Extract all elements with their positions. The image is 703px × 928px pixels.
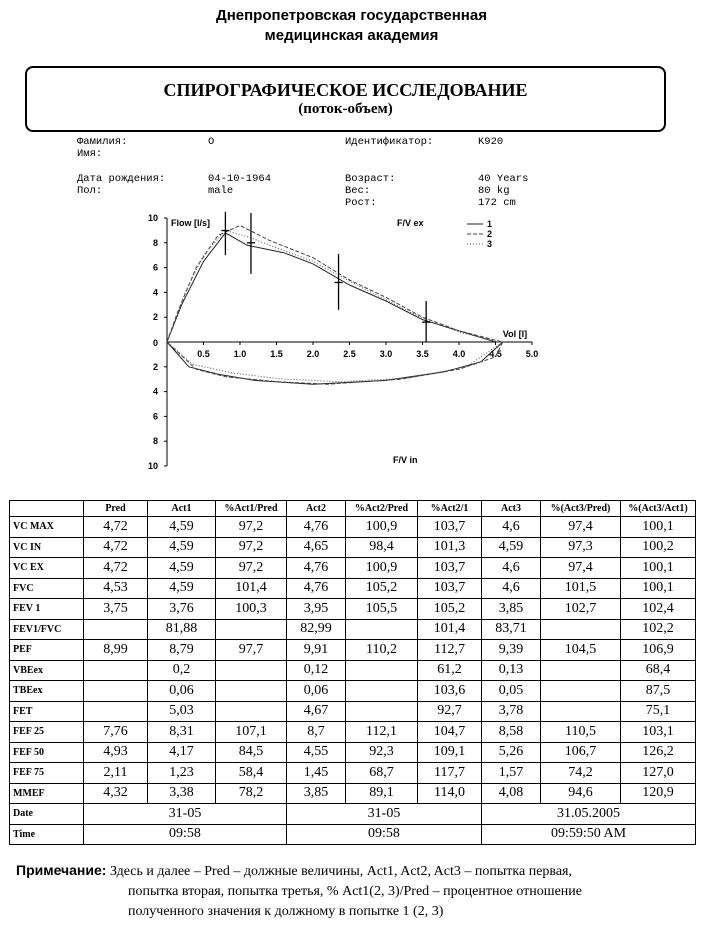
y-tick-label: 2 bbox=[152, 361, 158, 372]
table-cell: 92,7 bbox=[418, 701, 482, 722]
column-header: Pred bbox=[84, 501, 148, 517]
table-cell: 109,1 bbox=[418, 742, 482, 763]
table-cell: 7,76 bbox=[84, 722, 148, 743]
table-row bbox=[10, 537, 696, 558]
table-cell bbox=[346, 619, 418, 640]
table-cell bbox=[216, 681, 287, 702]
table-cell: 105,5 bbox=[346, 599, 418, 620]
table-row bbox=[10, 619, 696, 640]
table-cell: 97,2 bbox=[216, 517, 287, 538]
table-cell: 4,67 bbox=[287, 701, 346, 722]
row-label: FEV1/FVC bbox=[10, 619, 84, 640]
table-cell: 8,99 bbox=[84, 640, 148, 661]
y-tick-label: 8 bbox=[152, 237, 158, 248]
y-tick-label: 10 bbox=[147, 213, 158, 223]
table-cell: 4,59 bbox=[148, 558, 216, 579]
table-cell: 3,95 bbox=[287, 599, 346, 620]
table-cell: 103,6 bbox=[418, 681, 482, 702]
table-cell: 4,32 bbox=[84, 783, 148, 804]
table-cell bbox=[84, 619, 148, 640]
flow-volume-chart bbox=[140, 210, 550, 475]
table-cell: 74,2 bbox=[541, 763, 621, 784]
table-cell: 100,1 bbox=[621, 558, 696, 579]
column-header: Act3 bbox=[482, 501, 541, 517]
table-cell bbox=[541, 660, 621, 681]
surname-label: Фамилия: bbox=[77, 136, 128, 148]
note-line-1: Здесь и далее – Pred – должные величины, Act1, Act2, Act3 – попытка первая, bbox=[109, 864, 572, 879]
row-label: VC IN bbox=[10, 537, 84, 558]
footnote bbox=[16, 860, 696, 922]
table-row bbox=[10, 701, 696, 722]
x-tick-label: 0.5 bbox=[197, 349, 210, 359]
table-cell: 8,31 bbox=[148, 722, 216, 743]
table-cell: 8,7 bbox=[287, 722, 346, 743]
table-cell: 3,78 bbox=[482, 701, 541, 722]
table-row-time bbox=[10, 824, 696, 845]
table-cell: 68,4 bbox=[621, 660, 696, 681]
table-cell: 106,7 bbox=[541, 742, 621, 763]
legend-label-3: 3 bbox=[487, 239, 493, 249]
table-cell: 4,08 bbox=[482, 783, 541, 804]
time-act1: 09:58 bbox=[84, 824, 287, 845]
table-cell: 4,72 bbox=[84, 558, 148, 579]
y-tick-label: 4 bbox=[152, 386, 158, 397]
note-line-2: попытка вторая, попытка третья, % Act1(2, 3)/Pred – процентное отношение bbox=[128, 884, 582, 899]
column-header: %(Act3/Act1) bbox=[621, 501, 696, 517]
age-value: 40 Years bbox=[478, 173, 529, 185]
table-cell: 4,93 bbox=[84, 742, 148, 763]
table-cell: 97,4 bbox=[541, 517, 621, 538]
y-tick-label: 10 bbox=[147, 461, 158, 471]
sex-label: Пол: bbox=[77, 185, 103, 197]
table-cell: 9,39 bbox=[482, 640, 541, 661]
table-cell: 92,3 bbox=[346, 742, 418, 763]
height-label: Рост: bbox=[345, 197, 377, 209]
table-row bbox=[10, 783, 696, 804]
column-header: %Act1/Pred bbox=[216, 501, 287, 517]
table-cell: 4,72 bbox=[84, 537, 148, 558]
table-cell: 100,3 bbox=[216, 599, 287, 620]
x-tick-label: 3.0 bbox=[379, 349, 393, 359]
dob-label: Дата рождения: bbox=[77, 173, 166, 185]
table-cell bbox=[216, 701, 287, 722]
table-cell: 94,6 bbox=[541, 783, 621, 804]
report-title-box bbox=[25, 66, 666, 132]
table-cell: 4,59 bbox=[148, 537, 216, 558]
table-row bbox=[10, 660, 696, 681]
table-cell: 112,7 bbox=[418, 640, 482, 661]
row-label: FEV 1 bbox=[10, 599, 84, 620]
y-tick-label: 2 bbox=[152, 312, 158, 323]
table-cell: 2,11 bbox=[84, 763, 148, 784]
series-1-loop bbox=[167, 233, 503, 384]
table-cell: 4,55 bbox=[287, 742, 346, 763]
y-axis-label: Flow [l/s] bbox=[171, 218, 210, 228]
table-cell: 4,72 bbox=[84, 517, 148, 538]
series-2-loop bbox=[167, 225, 503, 384]
row-label: VC EX bbox=[10, 558, 84, 579]
table-row bbox=[10, 558, 696, 579]
table-cell: 100,1 bbox=[621, 578, 696, 599]
row-label: TBEex bbox=[10, 681, 84, 702]
table-cell: 117,7 bbox=[418, 763, 482, 784]
x-tick-label: 1.5 bbox=[270, 349, 283, 359]
time-act2: 09:58 bbox=[287, 824, 482, 845]
table-cell: 101,5 bbox=[541, 578, 621, 599]
y-tick-label: 4 bbox=[152, 287, 158, 298]
x-tick-label: 5.0 bbox=[525, 349, 539, 359]
table-cell: 89,1 bbox=[346, 783, 418, 804]
table-cell: 4,17 bbox=[148, 742, 216, 763]
table-cell: 4,59 bbox=[148, 578, 216, 599]
table-row bbox=[10, 578, 696, 599]
table-cell: 3,75 bbox=[84, 599, 148, 620]
table-cell: 0,13 bbox=[482, 660, 541, 681]
table-cell: 102,7 bbox=[541, 599, 621, 620]
row-label: FET bbox=[10, 701, 84, 722]
table-cell: 4,6 bbox=[482, 517, 541, 538]
column-header bbox=[10, 501, 84, 517]
table-cell: 75,1 bbox=[621, 701, 696, 722]
table-cell bbox=[346, 701, 418, 722]
table-cell bbox=[84, 701, 148, 722]
table-cell: 4,53 bbox=[84, 578, 148, 599]
table-cell bbox=[84, 660, 148, 681]
institution-line-1: Днепропетровская государственная bbox=[216, 7, 487, 24]
table-cell: 82,99 bbox=[287, 619, 346, 640]
series-3-loop bbox=[167, 230, 503, 381]
table-cell: 78,2 bbox=[216, 783, 287, 804]
date-act1: 31-05 bbox=[84, 804, 287, 825]
table-cell bbox=[541, 701, 621, 722]
time-act3: 09:59:50 AM bbox=[482, 824, 696, 845]
table-row bbox=[10, 722, 696, 743]
surname-value: O bbox=[208, 136, 215, 148]
row-label: PEF bbox=[10, 640, 84, 661]
table-cell: 102,4 bbox=[621, 599, 696, 620]
inspiratory-label: F/V in bbox=[393, 455, 418, 465]
row-label: FEF 50 bbox=[10, 742, 84, 763]
table-cell: 1,57 bbox=[482, 763, 541, 784]
table-cell: 3,76 bbox=[148, 599, 216, 620]
table-cell: 84,5 bbox=[216, 742, 287, 763]
report-title: СПИРОГРАФИЧЕСКОЕ ИССЛЕДОВАНИЕ bbox=[163, 80, 528, 100]
table-cell: 112,1 bbox=[346, 722, 418, 743]
row-label: FEF 75 bbox=[10, 763, 84, 784]
table-cell: 1,23 bbox=[148, 763, 216, 784]
table-row bbox=[10, 640, 696, 661]
table-cell: 4,6 bbox=[482, 558, 541, 579]
legend-label-1: 1 bbox=[487, 219, 493, 229]
row-label: VBEex bbox=[10, 660, 84, 681]
table-cell: 103,7 bbox=[418, 517, 482, 538]
x-tick-label: 4.5 bbox=[489, 349, 502, 359]
table-row bbox=[10, 763, 696, 784]
date-act2: 31-05 bbox=[287, 804, 482, 825]
table-cell: 102,2 bbox=[621, 619, 696, 640]
age-label: Возраст: bbox=[345, 173, 396, 185]
row-label: VC MAX bbox=[10, 517, 84, 538]
institution-line-2: медицинская академия bbox=[264, 27, 439, 44]
table-cell: 0,12 bbox=[287, 660, 346, 681]
y-tick-label: 6 bbox=[152, 411, 158, 422]
table-cell: 126,2 bbox=[621, 742, 696, 763]
table-cell: 97,4 bbox=[541, 558, 621, 579]
column-header: Act1 bbox=[148, 501, 216, 517]
table-cell: 105,2 bbox=[418, 599, 482, 620]
name-label: Имя: bbox=[77, 148, 103, 160]
table-cell: 0,06 bbox=[287, 681, 346, 702]
table-cell: 4,76 bbox=[287, 558, 346, 579]
table-cell: 104,5 bbox=[541, 640, 621, 661]
note-label: Примечание: bbox=[16, 862, 107, 878]
table-cell: 4,59 bbox=[148, 517, 216, 538]
height-value: 172 cm bbox=[478, 197, 516, 209]
column-header: %Act2/1 bbox=[418, 501, 482, 517]
table-cell: 5,03 bbox=[148, 701, 216, 722]
y-tick-label: 6 bbox=[152, 262, 158, 273]
table-cell: 3,85 bbox=[482, 599, 541, 620]
time-label: Time bbox=[10, 824, 84, 845]
origin-label: 0 bbox=[152, 338, 158, 348]
table-row bbox=[10, 517, 696, 538]
table-cell: 0,05 bbox=[482, 681, 541, 702]
expiratory-label: F/V ex bbox=[397, 218, 424, 228]
row-label: MMEF bbox=[10, 783, 84, 804]
table-cell: 61,2 bbox=[418, 660, 482, 681]
x-tick-label: 3.5 bbox=[416, 349, 429, 359]
table-cell bbox=[216, 660, 287, 681]
table-cell bbox=[346, 681, 418, 702]
table-cell: 87,5 bbox=[621, 681, 696, 702]
table-cell: 100,9 bbox=[346, 517, 418, 538]
table-row bbox=[10, 681, 696, 702]
table-row bbox=[10, 742, 696, 763]
dob-value: 04-10-1964 bbox=[208, 173, 272, 185]
table-cell: 100,1 bbox=[621, 517, 696, 538]
table-cell: 58,4 bbox=[216, 763, 287, 784]
table-cell: 0,2 bbox=[148, 660, 216, 681]
table-cell: 5,26 bbox=[482, 742, 541, 763]
row-label: FVC bbox=[10, 578, 84, 599]
table-cell: 100,2 bbox=[621, 537, 696, 558]
table-cell: 114,0 bbox=[418, 783, 482, 804]
table-cell: 0,06 bbox=[148, 681, 216, 702]
y-tick-label: 8 bbox=[152, 436, 158, 447]
table-cell: 107,1 bbox=[216, 722, 287, 743]
table-cell: 110,2 bbox=[346, 640, 418, 661]
table-cell: 103,7 bbox=[418, 558, 482, 579]
table-cell: 4,6 bbox=[482, 578, 541, 599]
table-cell: 81,88 bbox=[148, 619, 216, 640]
weight-label: Вес: bbox=[345, 185, 371, 197]
legend-label-2: 2 bbox=[487, 229, 493, 239]
table-cell: 9,91 bbox=[287, 640, 346, 661]
table-cell: 101,4 bbox=[216, 578, 287, 599]
table-cell: 97,2 bbox=[216, 558, 287, 579]
x-tick-label: 1.0 bbox=[233, 349, 247, 359]
table-cell: 4,65 bbox=[287, 537, 346, 558]
date-act3: 31.05.2005 bbox=[482, 804, 696, 825]
table-header-row bbox=[10, 501, 696, 517]
table-cell: 3,85 bbox=[287, 783, 346, 804]
table-cell: 100,9 bbox=[346, 558, 418, 579]
date-label: Date bbox=[10, 804, 84, 825]
table-cell bbox=[346, 660, 418, 681]
table-cell: 4,59 bbox=[482, 537, 541, 558]
x-tick-label: 4.0 bbox=[452, 349, 466, 359]
table-cell: 110,5 bbox=[541, 722, 621, 743]
id-label: Идентификатор: bbox=[345, 136, 434, 148]
column-header: %(Act3/Pred) bbox=[541, 501, 621, 517]
table-cell: 1,45 bbox=[287, 763, 346, 784]
x-tick-label: 2.0 bbox=[306, 349, 320, 359]
table-row bbox=[10, 599, 696, 620]
table-cell bbox=[216, 619, 287, 640]
column-header: %Act2/Pred bbox=[346, 501, 418, 517]
table-cell: 103,1 bbox=[621, 722, 696, 743]
table-cell: 105,2 bbox=[346, 578, 418, 599]
table-row-date bbox=[10, 804, 696, 825]
table-cell: 98,4 bbox=[346, 537, 418, 558]
table-cell: 101,3 bbox=[418, 537, 482, 558]
table-cell bbox=[541, 681, 621, 702]
table-cell: 4,76 bbox=[287, 578, 346, 599]
table-cell: 83,71 bbox=[482, 619, 541, 640]
sex-value: male bbox=[208, 185, 234, 197]
table-cell: 97,7 bbox=[216, 640, 287, 661]
x-tick-label: 2.5 bbox=[343, 349, 356, 359]
table-cell: 127,0 bbox=[621, 763, 696, 784]
note-line-3: полученного значения к должному в попытке 1 (2, 3) bbox=[128, 904, 444, 919]
table-cell: 8,58 bbox=[482, 722, 541, 743]
table-cell bbox=[84, 681, 148, 702]
x-axis-label: Vol [l] bbox=[502, 329, 528, 339]
report-subtitle: (поток-объем) bbox=[298, 101, 393, 117]
table-cell: 4,76 bbox=[287, 517, 346, 538]
row-label: FEF 25 bbox=[10, 722, 84, 743]
weight-value: 80 kg bbox=[478, 185, 510, 197]
table-cell: 3,38 bbox=[148, 783, 216, 804]
chart-legend bbox=[467, 219, 492, 249]
table-cell: 97,3 bbox=[541, 537, 621, 558]
table-cell: 97,2 bbox=[216, 537, 287, 558]
column-header: Act2 bbox=[287, 501, 346, 517]
table-cell: 103,7 bbox=[418, 578, 482, 599]
table-cell: 8,79 bbox=[148, 640, 216, 661]
id-value: K920 bbox=[478, 136, 504, 148]
table-cell: 104,7 bbox=[418, 722, 482, 743]
table-cell: 68,7 bbox=[346, 763, 418, 784]
table-cell: 101,4 bbox=[418, 619, 482, 640]
table-cell: 106,9 bbox=[621, 640, 696, 661]
table-cell: 120,9 bbox=[621, 783, 696, 804]
table-cell bbox=[541, 619, 621, 640]
spirometry-table bbox=[9, 500, 696, 845]
